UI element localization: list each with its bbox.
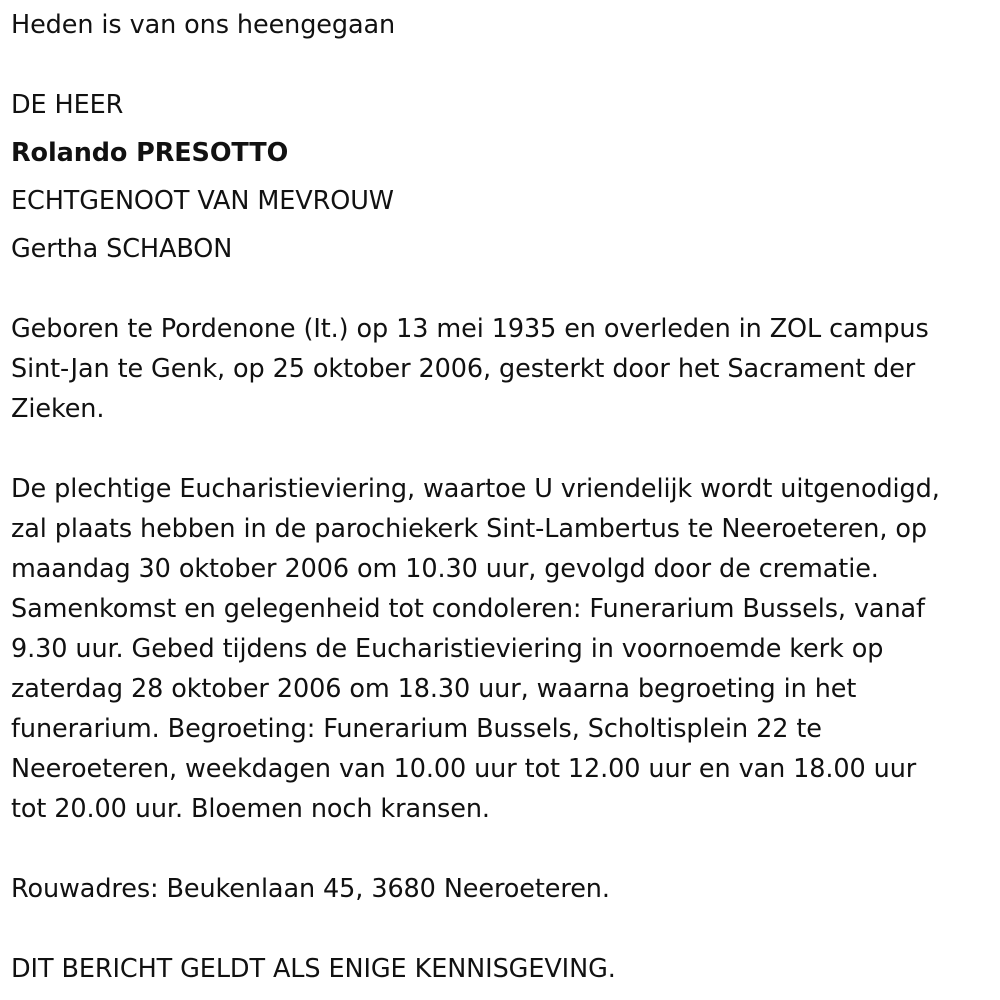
salutation: DE HEER (11, 90, 124, 120)
relation-label: ECHTGENOOT VAN MEVROUW (11, 186, 394, 216)
ceremony-paragraph (11, 469, 996, 829)
birth-death-line: Zieken. (11, 394, 105, 424)
ceremony-line: funerarium. Begroeting: Funerarium Bussels, Scholtisplein 22 te (11, 714, 822, 744)
closing-statement: DIT BERICHT GELDT ALS ENIGE KENNISGEVING. (11, 954, 616, 984)
ceremony-line: zaterdag 28 oktober 2006 om 18.30 uur, waarna begroeting in het (11, 674, 857, 704)
ceremony-line: Samenkomst en gelegenheid tot condoleren: Funerarium Bussels, vanaf (11, 594, 925, 624)
ceremony-line: De plechtige Eucharistieviering, waartoe U vriendelijk wordt uitgenodigd, (11, 474, 940, 504)
intro-text: Heden is van ons heengegaan (11, 10, 396, 40)
birth-death-line: Geboren te Pordenone (It.) op 13 mei 1935 en overleden in ZOL campus (11, 314, 929, 344)
birth-death-line: Sint-Jan te Genk, op 25 oktober 2006, gesterkt door het Sacrament der (11, 354, 916, 384)
ceremony-line: 9.30 uur. Gebed tijdens de Eucharistieviering in voornoemde kerk op (11, 634, 884, 664)
ceremony-line: Neeroeteren, weekdagen van 10.00 uur tot 12.00 uur en van 18.00 uur (11, 754, 917, 784)
deceased-name: Rolando PRESOTTO (11, 138, 289, 168)
ceremony-line: maandag 30 oktober 2006 om 10.30 uur, gevolgd door de crematie. (11, 554, 879, 584)
mourning-address: Rouwadres: Beukenlaan 45, 3680 Neeroeteren. (11, 874, 610, 904)
ceremony-line: tot 20.00 uur. Bloemen noch kransen. (11, 794, 490, 824)
spouse-name: Gertha SCHABON (11, 234, 233, 264)
ceremony-line: zal plaats hebben in de parochiekerk Sint-Lambertus te Neeroeteren, op (11, 514, 927, 544)
birth-death-paragraph (11, 309, 996, 429)
